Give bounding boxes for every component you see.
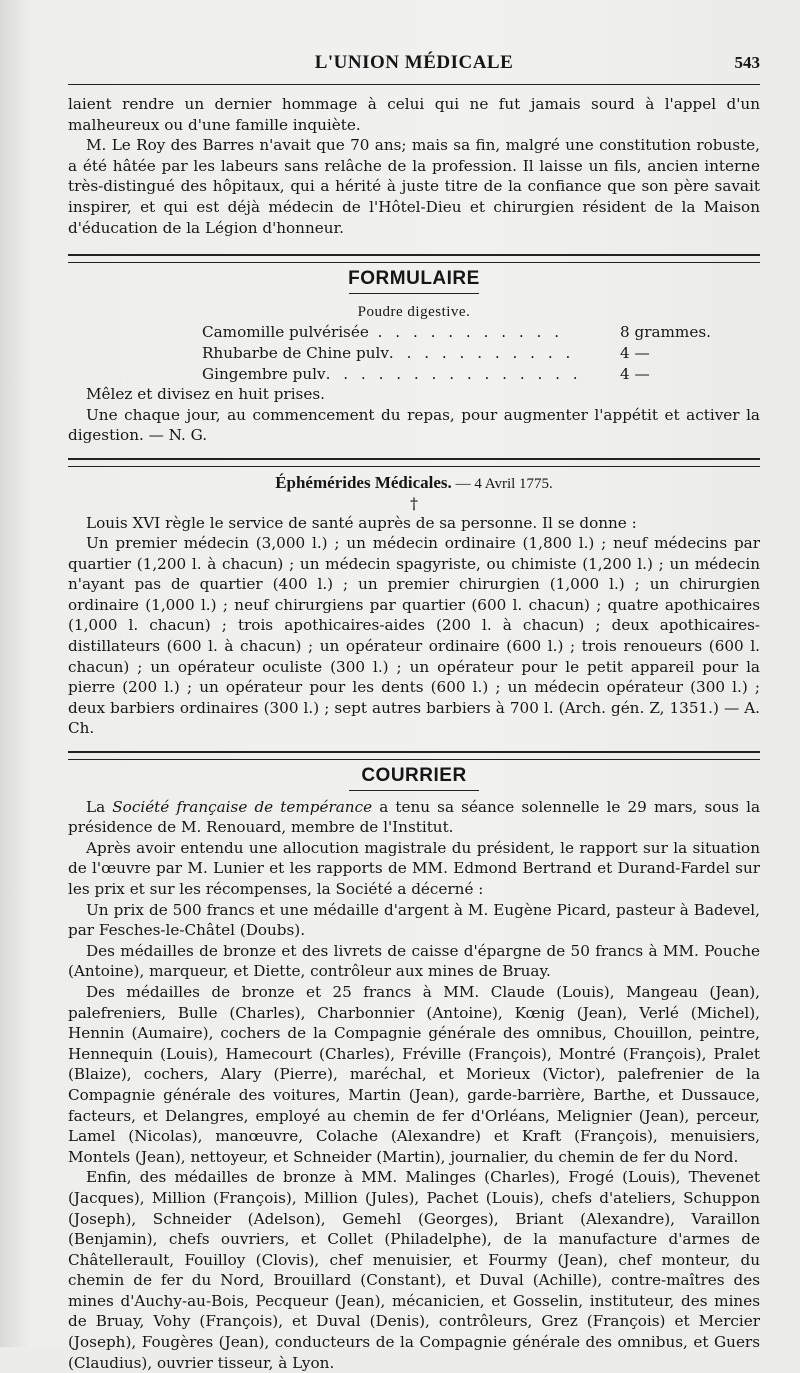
ephemerides-title: Éphémérides Médicales.: [275, 472, 452, 492]
courrier-p1-rest: a tenu sa séance solennelle le 29 mars, sous la présidence de M. Renouard, membre de l'Institut.: [68, 797, 760, 837]
section-divider-formulaire: [68, 254, 760, 263]
running-title: L'UNION MÉDICALE: [314, 52, 514, 73]
recipe-row: [202, 364, 720, 385]
recipe-list: [202, 322, 720, 384]
page-content: [68, 94, 760, 1373]
ephemerides-paragraph-1: Louis XVI règle le service de santé auprès de sa personne. Il se donne :: [86, 513, 637, 532]
formulaire-title: FORMULAIRE: [348, 268, 480, 290]
ingredient-name: Camomille pulvérisée: [202, 323, 369, 342]
courrier-paragraph-5: Des médailles de bronze et 25 francs à MM. Claude (Louis), Mangeau (Jean), palefreniers, Bulle (Charles), Charbonnier (Antoine), Kœnig (Jean), Verlé (Michel), Hennin (Aumaire), cochers de la Compagnie générale des omnibus, Chouillon, peintre, Hennequin (Louis), Hamecourt (Charles), Fréville (François), Montré (François), Pralet (Blaize), cochers, Alary (Pierre), maréchal, et Morieux (Victor), palefrenier de la Compagnie générale des voitures, Martin (Jean), garde-barrière, Barthe, et Dussauce, facteurs, et Delangres, employé au chemin de fer d'Orléans, Melignier (Jean), perceur, Lamel (Nicolas), manœuvre, Colache (Alexandre) et Kraft (François), menuisiers, Montels (Jean), nettoyeur, et Schneider (Martin), journalier, du chemin de fer du Nord.: [68, 982, 760, 1166]
ingredient-name: Gingembre pulv: [202, 364, 326, 383]
page-header: [68, 52, 760, 80]
courrier-paragraph-1: [68, 797, 760, 838]
ingredient-quantity: 4 —: [620, 364, 650, 383]
formulaire-subtitle: Poudre digestive.: [357, 303, 471, 320]
ingredient-quantity: 8 grammes.: [620, 323, 711, 342]
section-divider-courrier: [68, 751, 760, 760]
recipe-row: [202, 322, 720, 343]
courrier-paragraph-2: Après avoir entendu une allocution magistrale du président, le rapport sur la situation de l'œuvre par M. Lunier et les rapports de MM. Edmond Bertrand et Durand-Fardel sur les prix et sur les récompenses, la Société a décerné :: [68, 838, 760, 898]
dagger-symbol: †: [410, 493, 418, 513]
courrier-paragraph-6: Enfin, des médailles de bronze à MM. Malinges (Charles), Frogé (Louis), Thevenet (Jacques), Million (François), Million (Jules), Pachet (Louis), chefs d'ateliers, Schuppon (Joseph), Schneider (Adelson), Gemehl (Georges), Briant (Alexandre), Varaillon (Benjamin), chefs ouvriers, et Collet (Philadelphe), de la manufacture d'armes de Châtellerault, Fouilloy (Clovis), chef menuisier, et Fourmy (Jean), chef monteur, du chemin de fer du Nord, Brouillard (Constant), et Duval (Achille), contre-maîtres des mines d'Auchy-au-Bois, Pecqueur (Jean), mécanicien, et Gosselin, instituteur, des mines de Bruay, Vohy (François), et Duval (Denis), contrôleurs, Grez (François) et Mercier (Joseph), Fougères (Jean), conducteurs de la Compagnie générale des omnibus, et Guers (Claudius), ouvrier tisseur, à Lyon.: [68, 1168, 760, 1372]
ephemerides-date: — 4 Avril 1775.: [455, 475, 553, 492]
header-rule: [68, 84, 760, 85]
recipe-row: [202, 343, 720, 364]
leader-dots: . . . . . . . . . . .: [388, 343, 575, 362]
ephemerides-paragraph-2: Un premier médecin (3,000 l.) ; un médecin ordinaire (1,800 l.) ; neuf médecins par quartier (1,200 l. à chacun) ; un médecin spagyriste, ou chimiste (1,200 l.) ; un médecin n'ayant pas de quartier (400 l.) ; un premier chirurgien (1,000 l.) ; un chirurgien ordinaire (1,000 l.) ; neuf chirurgiens par quartier (600 l. chacun) ; quatre apothicaires (1,000 l. chacun) ; trois apothicaires-aides (200 l. à chacun) ; deux apothicaires-distillateurs (600 l. à chacun) ; un opérateur ordinaire (600 l.) ; trois renoueurs (600 l. chacun) ; un opérateur oculiste (300 l.) ; un opérateur pour le petit appareil pour la pierre (200 l.) ; un opérateur pour les dents (600 l.) ; un médecin opérateur (300 l.) ; deux barbiers ordinaires (300 l.) ; sept autres barbiers à 700 l. (Arch. gén. Z, 1351.) — A. Ch.: [68, 534, 760, 738]
ingredient-name: Rhubarbe de Chine pulv: [202, 343, 389, 362]
courrier-paragraph-3: Un prix de 500 francs et une médaille d'argent à M. Eugène Picard, pasteur à Badevel, par Fesches-le-Châtel (Doubs).: [68, 900, 760, 940]
courrier-p1-lead: La: [86, 797, 113, 816]
courrier-paragraph-4: Des médailles de bronze et des livrets de caisse d'épargne de 50 francs à MM. Pouche (Antoine), marqueur, et Diette, contrôleur aux mines de Bruay.: [68, 941, 760, 981]
recipe-usage: Une chaque jour, au commencement du repas, pour augmenter l'appétit et activer la digestion. — N. G.: [68, 405, 760, 445]
ephemerides-heading: [68, 473, 760, 495]
intro-paragraph-2: M. Le Roy des Barres n'avait que 70 ans; mais sa fin, malgré une constitution robuste, a été hâtée par les labeurs sans relâche de la profession. Il laisse un fils, ancien interne très-distingué des hôpitaux, qui a hérité à juste titre de la confiance que son père savait inspirer, et qui est déjà médecin de l'Hôtel-Dieu et chirurgien résident de la Maison d'éducation de la Légion d'honneur.: [68, 136, 760, 237]
courrier-title: COURRIER: [361, 765, 467, 787]
leader-dots: . . . . . . . . . . . . . . .: [325, 364, 582, 383]
ingredient-quantity: 4 —: [620, 343, 650, 362]
page-number: 543: [734, 53, 760, 72]
leader-dots: . . . . . . . . . . .: [368, 323, 564, 342]
section-divider-ephemerides: [68, 458, 760, 467]
society-name: Société française de tempérance: [112, 797, 373, 816]
intro-paragraph-1: laient rendre un dernier hommage à celui qui ne fut jamais sourd à l'appel d'un malheureux ou d'une famille inquiète.: [68, 95, 760, 134]
recipe-instructions: Mêlez et divisez en huit prises.: [86, 385, 325, 404]
